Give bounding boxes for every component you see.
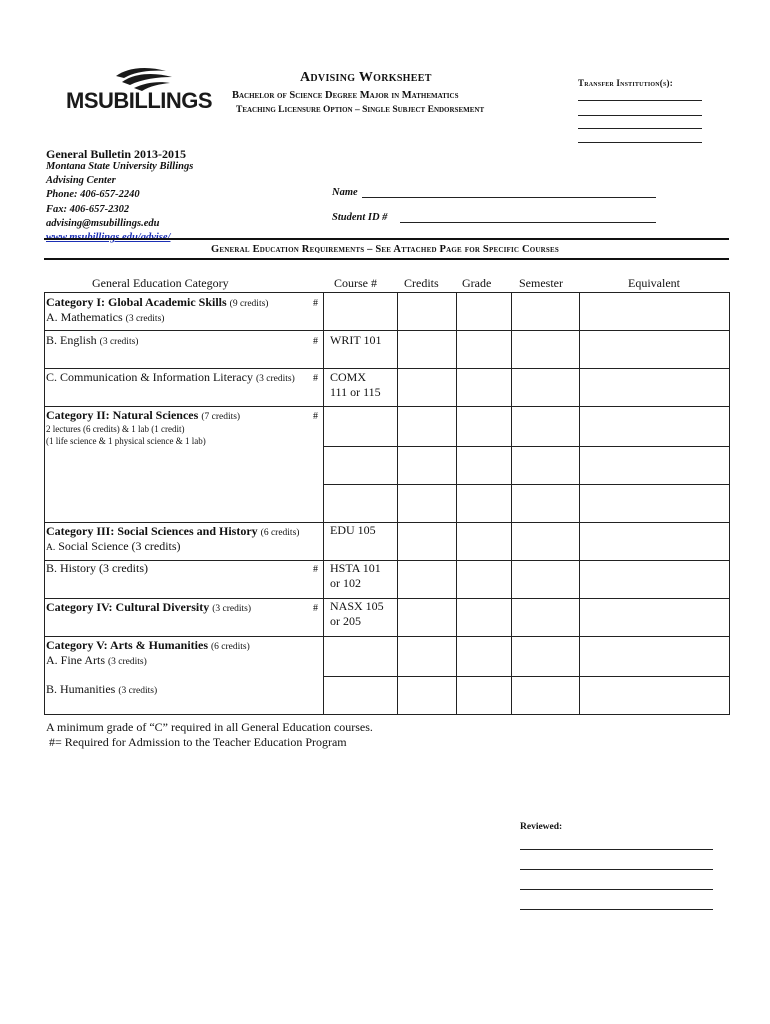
course-cell[interactable] <box>323 484 398 523</box>
advise-link[interactable]: www.msubillings.edu/advise/ <box>46 232 171 244</box>
semester-cell[interactable] <box>511 676 580 715</box>
name-label: Name <box>332 187 358 198</box>
semester-cell[interactable] <box>511 446 580 485</box>
equivalent-cell[interactable] <box>579 406 730 447</box>
equivalent-cell[interactable] <box>579 368 730 407</box>
equivalent-cell[interactable] <box>579 330 730 369</box>
equivalent-cell[interactable] <box>579 560 730 599</box>
degree-subtitle: Bachelor of Science Degree Major in Mathematics <box>232 90 459 101</box>
credits-cell[interactable] <box>397 676 457 715</box>
semester-cell[interactable] <box>511 636 580 677</box>
required-hash: # <box>313 373 318 384</box>
equivalent-cell[interactable] <box>579 636 730 677</box>
cat2-line1: 2 lectures (6 credits) & 1 lab (1 credit) <box>46 424 185 434</box>
cat1-a: A. Mathematics (3 credits) <box>46 310 165 324</box>
course-cell[interactable] <box>323 446 398 485</box>
grade-cell[interactable] <box>456 330 512 369</box>
transfer-institution-label: Transfer Institution(s): <box>578 78 673 88</box>
name-field[interactable] <box>362 197 656 198</box>
footer-notes <box>46 720 373 750</box>
credits-cell[interactable] <box>397 598 457 637</box>
advising-center: Advising Center <box>46 175 116 187</box>
grade-cell[interactable] <box>456 676 512 715</box>
col-credits: Credits <box>404 276 439 290</box>
col-semester: Semester <box>519 276 563 290</box>
semester-cell[interactable] <box>511 484 580 523</box>
grade-cell[interactable] <box>456 560 512 599</box>
cat4-title: Category IV: Cultural Diversity (3 credits) <box>46 600 251 614</box>
header-rule-top <box>44 238 729 240</box>
cat5-title: Category V: Arts & Humanities (6 credits) <box>46 638 250 652</box>
cat1-title: Category I: Global Academic Skills (9 credits) <box>46 295 269 309</box>
cat3-title: Category III: Social Sciences and History (6 credits) <box>46 524 300 538</box>
fax: Fax: 406-657-2302 <box>46 203 130 215</box>
semester-cell[interactable] <box>511 292 580 331</box>
transfer-line-4[interactable] <box>578 142 702 143</box>
course-comx: COMX 111 or 115 <box>330 370 381 399</box>
course-edu105: EDU 105 <box>330 523 376 537</box>
credits-cell[interactable] <box>397 522 457 561</box>
equivalent-cell[interactable] <box>579 292 730 331</box>
reviewed-line-2[interactable] <box>520 869 713 870</box>
equivalent-cell[interactable] <box>579 484 730 523</box>
phone: Phone: 406-657-2240 <box>46 189 140 201</box>
university-name: Montana State University Billings <box>46 161 194 172</box>
min-grade-note: A minimum grade of “C” required in all General Education courses. <box>46 720 373 734</box>
student-id-field[interactable] <box>400 222 656 223</box>
cat5-b: B. Humanities (3 credits) <box>46 682 158 696</box>
cat3-b: B. History (3 credits) <box>46 561 148 575</box>
equivalent-cell[interactable] <box>579 598 730 637</box>
msu-billings-logo <box>66 66 216 116</box>
col-grade: Grade <box>462 276 492 290</box>
grade-cell[interactable] <box>456 292 512 331</box>
bulletin-title: General Bulletin 2013-2015 <box>46 147 186 161</box>
reviewed-line-4[interactable] <box>520 909 713 910</box>
hash-note: #= Required for Admission to the Teacher Education Program <box>46 735 347 749</box>
grade-cell[interactable] <box>456 522 512 561</box>
credits-cell[interactable] <box>397 446 457 485</box>
credits-cell[interactable] <box>397 560 457 599</box>
contact-block <box>46 160 193 245</box>
semester-cell[interactable] <box>511 330 580 369</box>
credits-cell[interactable] <box>397 292 457 331</box>
transfer-line-1[interactable] <box>578 100 702 101</box>
cat5-a: A. Fine Arts (3 credits) <box>46 653 147 667</box>
header-rule-bottom <box>44 258 729 260</box>
col-equivalent: Equivalent <box>628 276 680 290</box>
credits-cell[interactable] <box>397 636 457 677</box>
student-id-label: Student ID # <box>332 212 388 223</box>
required-hash: # <box>313 411 318 422</box>
semester-cell[interactable] <box>511 406 580 447</box>
cat2-line2: (1 life science & 1 physical science & 1 lab) <box>46 436 206 446</box>
credits-cell[interactable] <box>397 406 457 447</box>
reviewed-label: Reviewed: <box>520 822 563 832</box>
semester-cell[interactable] <box>511 598 580 637</box>
logo-text: MSUBILLINGS <box>66 88 213 113</box>
equivalent-cell[interactable] <box>579 446 730 485</box>
course-cell[interactable] <box>323 406 398 447</box>
required-hash: # <box>313 603 318 614</box>
transfer-line-3[interactable] <box>578 128 702 129</box>
grade-cell[interactable] <box>456 484 512 523</box>
col-course: Course # <box>334 276 377 290</box>
email: advising@msubillings.edu <box>46 217 160 229</box>
cat1-c: C. Communication & Information Literacy (3 credits) <box>46 370 295 384</box>
course-writ101: WRIT 101 <box>330 333 382 347</box>
reviewed-line-3[interactable] <box>520 889 713 890</box>
cat2-title: Category II: Natural Sciences (7 credits) <box>46 408 241 422</box>
credits-cell[interactable] <box>397 330 457 369</box>
course-nasx: NASX 105 or 205 <box>330 599 384 628</box>
worksheet-title: Advising Worksheet <box>300 70 432 85</box>
grade-cell[interactable] <box>456 446 512 485</box>
grade-cell[interactable] <box>456 406 512 447</box>
course-cell[interactable] <box>323 676 398 715</box>
gen-ed-header: General Education Requirements – See Attached Page for Specific Courses <box>211 244 559 255</box>
course-cell[interactable] <box>323 636 398 677</box>
grade-cell[interactable] <box>456 368 512 407</box>
semester-cell[interactable] <box>511 368 580 407</box>
required-hash: # <box>313 564 318 575</box>
course-hsta: HSTA 101 or 102 <box>330 561 381 590</box>
grade-cell[interactable] <box>456 636 512 677</box>
equivalent-cell[interactable] <box>579 676 730 715</box>
reviewed-line-1[interactable] <box>520 849 713 850</box>
credits-cell[interactable] <box>397 368 457 407</box>
equivalent-cell[interactable] <box>579 522 730 561</box>
required-hash: # <box>313 336 318 347</box>
col-category: General Education Category <box>92 276 229 290</box>
transfer-line-2[interactable] <box>578 115 702 116</box>
semester-cell[interactable] <box>511 522 580 561</box>
credits-cell[interactable] <box>397 484 457 523</box>
cat3-a: A. Social Science (3 credits) <box>46 539 181 553</box>
course-cell[interactable] <box>323 292 398 331</box>
option-subtitle: Teaching Licensure Option – Single Subject Endorsement <box>236 105 485 115</box>
required-hash: # <box>313 298 318 309</box>
semester-cell[interactable] <box>511 560 580 599</box>
grade-cell[interactable] <box>456 598 512 637</box>
cat1-b: B. English (3 credits) <box>46 333 139 347</box>
